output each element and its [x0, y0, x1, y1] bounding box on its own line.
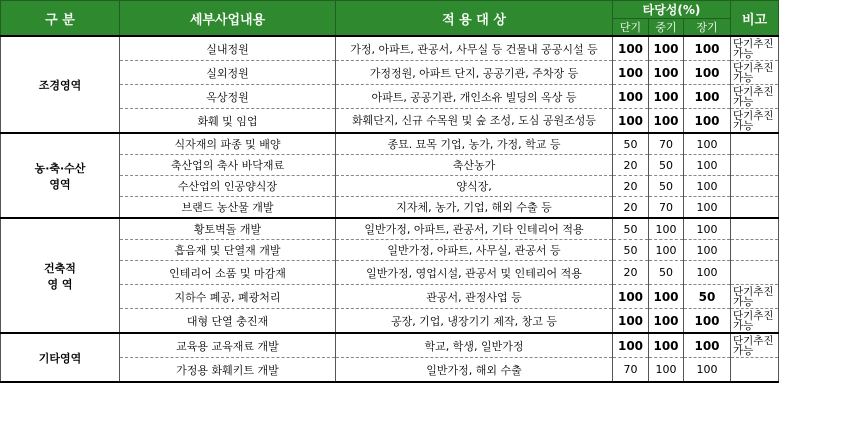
- long-cell: 100: [684, 61, 731, 85]
- note-cell: 단기추진가능: [731, 36, 779, 61]
- long-cell: 100: [684, 261, 731, 285]
- target-cell: 가정, 아파트, 관공서, 사무실 등 건물내 공공시설 등: [336, 36, 613, 61]
- long-cell: 100: [684, 85, 731, 109]
- target-cell: 화훼단지, 신규 수목원 및 숲 조성, 도심 공원조성등: [336, 109, 613, 134]
- target-cell: 양식장,: [336, 176, 613, 197]
- long-cell: 50: [684, 285, 731, 309]
- short-cell: 50: [613, 218, 649, 240]
- note-cell: 단기추진가능: [731, 61, 779, 85]
- note-cell: [731, 197, 779, 219]
- note-cell: [731, 240, 779, 261]
- mid-cell: 100: [649, 61, 684, 85]
- table-row: [1, 218, 867, 240]
- long-cell: 100: [684, 218, 731, 240]
- target-cell: 학교, 학생, 일반가정: [336, 333, 613, 358]
- long-cell: 100: [684, 133, 731, 155]
- long-cell: 100: [684, 197, 731, 219]
- note-cell: [731, 218, 779, 240]
- target-cell: 일반가정, 아파트, 사무실, 관공서 등: [336, 240, 613, 261]
- category-architecture: 건축적 영 역: [1, 218, 120, 333]
- item-cell: 실내정원: [120, 36, 336, 61]
- header-target: 적 용 대 상: [336, 1, 613, 37]
- mid-cell: 100: [649, 109, 684, 134]
- note-cell: [731, 261, 779, 285]
- long-cell: 100: [684, 309, 731, 334]
- target-cell: 일반가정, 영업시설, 관공서 및 인테리어 적용: [336, 261, 613, 285]
- table-row: [1, 176, 867, 197]
- item-cell: 옥상정원: [120, 85, 336, 109]
- header-category: 구 분: [1, 1, 120, 37]
- item-cell: 대형 단열 충진재: [120, 309, 336, 334]
- mid-cell: 100: [649, 333, 684, 358]
- table-row: [1, 85, 867, 109]
- long-cell: 100: [684, 155, 731, 176]
- mid-cell: 50: [649, 261, 684, 285]
- mid-cell: 100: [649, 36, 684, 61]
- short-cell: 20: [613, 197, 649, 219]
- short-cell: 20: [613, 261, 649, 285]
- short-cell: 100: [613, 285, 649, 309]
- short-cell: 100: [613, 61, 649, 85]
- table-row: [1, 61, 867, 85]
- header-project: 세부사업내용: [120, 1, 336, 37]
- long-cell: 100: [684, 109, 731, 134]
- item-cell: 수산업의 인공양식장: [120, 176, 336, 197]
- short-cell: 100: [613, 85, 649, 109]
- item-cell: 축산업의 축사 바닥재료: [120, 155, 336, 176]
- long-cell: 100: [684, 358, 731, 383]
- mid-cell: 100: [649, 285, 684, 309]
- table-row: [1, 309, 867, 334]
- mid-cell: 100: [649, 309, 684, 334]
- target-cell: 지자체, 농가, 기업, 해외 수출 등: [336, 197, 613, 219]
- short-cell: 100: [613, 109, 649, 134]
- item-cell: 인테리어 소품 및 마감재: [120, 261, 336, 285]
- item-cell: 화훼 및 임업: [120, 109, 336, 134]
- table-row: [1, 36, 867, 61]
- item-cell: 흡음재 및 단열재 개발: [120, 240, 336, 261]
- mid-cell: 70: [649, 133, 684, 155]
- short-cell: 20: [613, 176, 649, 197]
- short-cell: 100: [613, 309, 649, 334]
- table-row: [1, 285, 867, 309]
- category-agri: 농·축·수산영역: [1, 133, 120, 218]
- mid-cell: 100: [649, 240, 684, 261]
- item-cell: 브랜드 농산물 개발: [120, 197, 336, 219]
- note-cell: 단기추진가능: [731, 333, 779, 358]
- short-cell: 100: [613, 36, 649, 61]
- item-cell: 가정용 화훼키트 개발: [120, 358, 336, 383]
- note-cell: 단기추진가능: [731, 309, 779, 334]
- target-cell: 일반가정, 해외 수출: [336, 358, 613, 383]
- short-cell: 70: [613, 358, 649, 383]
- note-cell: [731, 358, 779, 383]
- note-cell: 단기추진가능: [731, 285, 779, 309]
- table-row: [1, 133, 867, 155]
- item-cell: 실외정원: [120, 61, 336, 85]
- short-cell: 20: [613, 155, 649, 176]
- mid-cell: 50: [649, 176, 684, 197]
- mid-cell: 50: [649, 155, 684, 176]
- item-cell: 식자재의 파종 및 배양: [120, 133, 336, 155]
- header-feasibility: 타당성(%): [613, 1, 731, 19]
- target-cell: 종묘. 묘목 기업, 농가, 가정, 학교 등: [336, 133, 613, 155]
- header-short: 단기: [613, 19, 649, 37]
- target-cell: 일반가정, 아파트, 관공서, 기타 인테리어 적용: [336, 218, 613, 240]
- item-cell: 지하수 폐공, 폐광처리: [120, 285, 336, 309]
- table-row: [1, 197, 867, 219]
- mid-cell: 100: [649, 85, 684, 109]
- table-row: [1, 333, 867, 358]
- header-note: 비고: [731, 1, 779, 37]
- long-cell: 100: [684, 36, 731, 61]
- target-cell: 축산농가: [336, 155, 613, 176]
- item-cell: 교육용 교육재료 개발: [120, 333, 336, 358]
- mid-cell: 70: [649, 197, 684, 219]
- long-cell: 100: [684, 333, 731, 358]
- table-row: [1, 358, 867, 383]
- target-cell: 공장, 기업, 냉장기기 제작, 창고 등: [336, 309, 613, 334]
- table-row: [1, 155, 867, 176]
- category-landscape: 조경영역: [1, 36, 120, 133]
- note-cell: 단기추진가능: [731, 109, 779, 134]
- long-cell: 100: [684, 240, 731, 261]
- note-cell: [731, 176, 779, 197]
- note-cell: [731, 133, 779, 155]
- table-row: [1, 109, 867, 134]
- item-cell: 황토벽돌 개발: [120, 218, 336, 240]
- target-cell: 관공서, 관정사업 등: [336, 285, 613, 309]
- table-row: [1, 240, 867, 261]
- mid-cell: 100: [649, 358, 684, 383]
- note-cell: [731, 155, 779, 176]
- note-cell: 단기추진가능: [731, 85, 779, 109]
- header-mid: 중기: [649, 19, 684, 37]
- short-cell: 50: [613, 240, 649, 261]
- header-long: 장기: [684, 19, 731, 37]
- mid-cell: 100: [649, 218, 684, 240]
- category-other: 기타영역: [1, 333, 120, 382]
- table-row: [1, 261, 867, 285]
- target-cell: 가정정원, 아파트 단지, 공공기관, 주차장 등: [336, 61, 613, 85]
- short-cell: 100: [613, 333, 649, 358]
- long-cell: 100: [684, 176, 731, 197]
- short-cell: 50: [613, 133, 649, 155]
- target-cell: 아파트, 공공기관, 개인소유 빌딩의 옥상 등: [336, 85, 613, 109]
